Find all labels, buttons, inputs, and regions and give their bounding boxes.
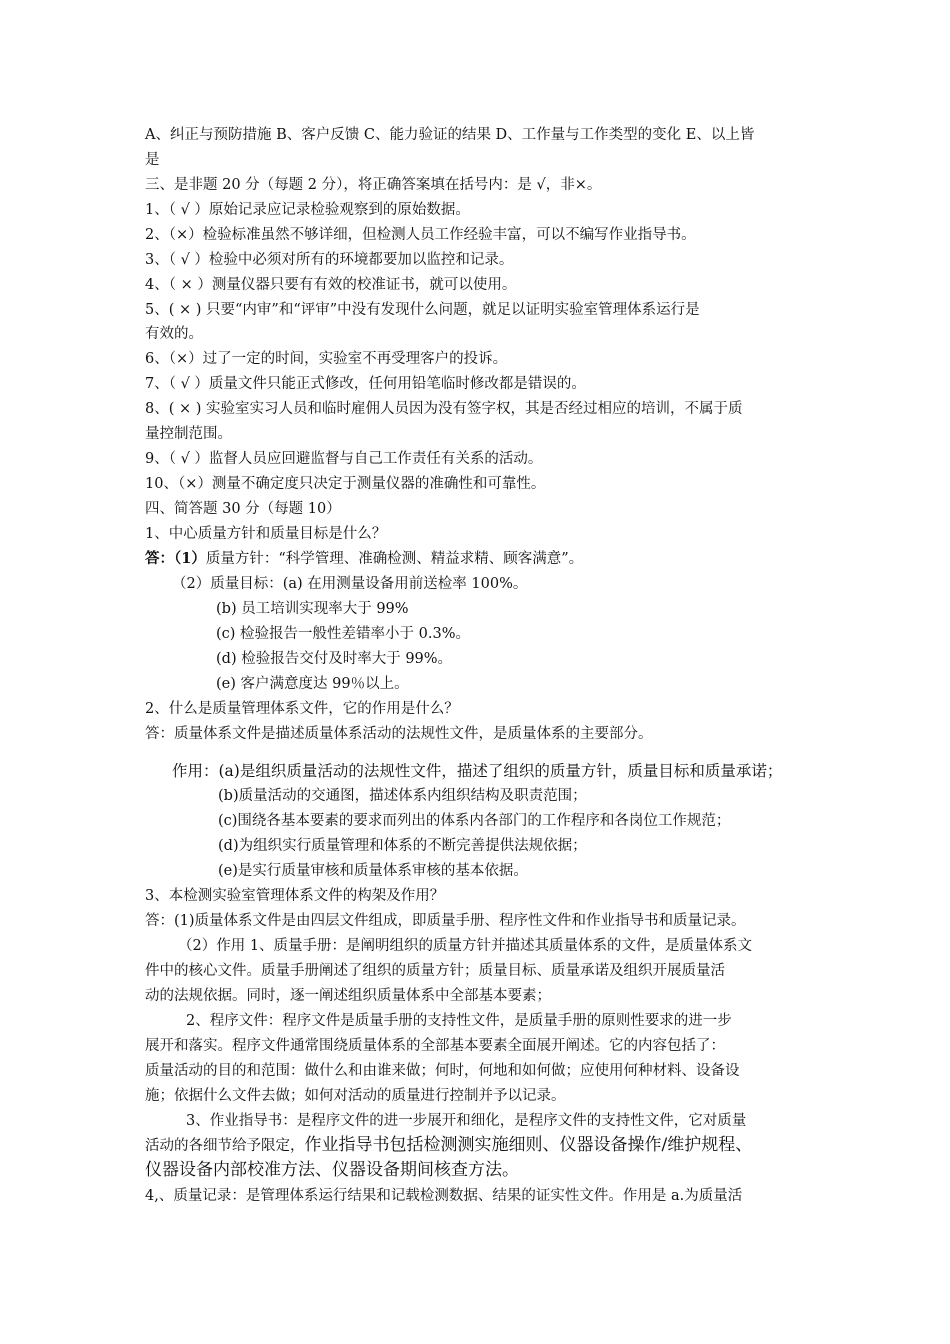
list-item: (d) 检验报告交付及时率大于 99%。: [216, 651, 453, 667]
text-line: 2、程序文件：程序文件是质量手册的支持性文件，是质量手册的原则性要求的进一步: [186, 1013, 732, 1029]
text-line: 量控制范围。: [145, 426, 232, 442]
list-item: (e)是实行质量审核和质量体系审核的基本依据。: [218, 863, 528, 879]
text-line: A、纠正与预防措施 B、客户反馈 C、能力验证的结果 D、工作量与工作类型的变化 E、以上皆: [145, 127, 755, 143]
text-line: 仪器设备内部校准方法、仪器设备期间核查方法。: [145, 1160, 519, 1180]
text-line: 是: [145, 152, 160, 168]
question-line: 3、本检测实验室管理体系文件的构架及作用？: [145, 888, 445, 904]
answer-line: [145, 549, 583, 569]
list-item: (b) 员工培训实现率大于 99%: [216, 601, 409, 617]
text-line: 展开和落实。程序文件通常围绕质量体系的全部基本要素全面展开阐述。它的内容包括了：: [145, 1038, 725, 1054]
list-item: (d)为组织实行质量管理和体系的不断完善提供法规依据；: [218, 838, 587, 854]
text-line: 质量活动的目的和范围：做什么和由谁来做；何时，何地和如何做；应使用何种材料、设备设: [145, 1063, 740, 1079]
text-line: 8、( × ) 实验室实习人员和临时雇佣人员因为没有签字权，其是否经过相应的培训，不属于质: [145, 401, 743, 417]
list-item: (c) 检验报告一般性差错率小于 0.3%。: [216, 626, 470, 642]
section-heading: 四、简答题 30 分（每题 10）: [145, 501, 341, 517]
text-line: （2）质量目标：(a) 在用测量设备用前送检率 100%。: [172, 576, 528, 592]
text-line: 9、（ √ ）监督人员应回避监督与自己工作责任有关系的活动。: [145, 451, 543, 467]
question-line: 1、中心质量方针和质量目标是什么？: [145, 526, 387, 542]
text-line: 有效的。: [145, 326, 203, 342]
text-line: 动的法规依据。同时，逐一阐述组织质量体系中全部基本要素；: [145, 988, 551, 1004]
answer-line: 答：质量体系文件是描述质量体系活动的法规性文件，是质量体系的主要部分。: [145, 726, 653, 742]
text-line: 3、（ √ ）检验中必须对所有的环境都要加以监控和记录。: [145, 252, 514, 268]
text-segment: 活动的各细节给予限定，: [145, 1138, 305, 1154]
text-line: 6、（×）过了一定的时间，实验室不再受理客户的投诉。: [145, 351, 508, 367]
text-line: 2、（×）检验标准虽然不够详细，但检测人员工作经验丰富，可以不编写作业指导书。: [145, 227, 696, 243]
text-line: 施；依据什么文件去做；如何对活动的质量进行控制并予以记录。: [145, 1088, 566, 1104]
list-item: (c)围绕各基本要素的要求而列出的体系内各部门的工作程序和各岗位工作规范；: [218, 813, 731, 829]
text-line: 5、( × ) 只要“内审”和“评审”中没有发现什么问题，就足以证明实验室管理体系运行是: [145, 302, 700, 318]
text-line: 作用：(a)是组织质量活动的法规性文件，描述了组织的质量方针，质量目标和质量承诺；: [172, 762, 783, 780]
text-line: 3、作业指导书：是程序文件的进一步展开和细化，是程序文件的支持性文件，它对质量: [186, 1113, 747, 1129]
text-line: （2）作用 1、质量手册：是阐明组织的质量方针并描述其质量体系的文件，是质量体系文: [178, 938, 753, 954]
answer-text: 质量方针：“科学管理、准确检测、精益求精、顾客满意”。: [205, 551, 584, 567]
text-line: 4,、质量记录：是管理体系运行结果和记载检测数据、结果的证实性文件。作用是 a.为质量活: [145, 1188, 743, 1204]
text-line: 1、（ √ ）原始记录应记录检验观察到的原始数据。: [145, 202, 470, 218]
text-line: [145, 1135, 752, 1156]
text-line: 4、（ × ）测量仪器只要有有效的校准证书，就可以使用。: [145, 277, 517, 293]
text-line: 7、（ √ ）质量文件只能正式修改，任何用铅笔临时修改都是错误的。: [145, 376, 586, 392]
list-item: (b)质量活动的交通图，描述体系内组织结构及职责范围；: [218, 788, 587, 804]
section-heading: 三、是非题 20 分（每题 2 分），将正确答案填在括号内：是 √，非×。: [145, 177, 602, 193]
question-line: 2、什么是质量管理体系文件，它的作用是什么？: [145, 701, 459, 717]
text-segment-large: 作业指导书包括检测测实施细则、仪器设备操作/维护规程、: [304, 1135, 753, 1155]
answer-line: 答：(1)质量体系文件是由四层文件组成，即质量手册、程序性文件和作业指导书和质量记录。: [145, 913, 746, 929]
list-item: (e) 客户满意度达 99％以上。: [216, 676, 409, 692]
text-line: 10、（×）测量不确定度只决定于测量仪器的准确性和可靠性。: [145, 476, 546, 492]
answer-label: 答：（1）: [145, 550, 206, 567]
text-line: 件中的核心文件。质量手册阐述了组织的质量方针；质量目标、质量承诺及组织开展质量活: [145, 963, 725, 979]
